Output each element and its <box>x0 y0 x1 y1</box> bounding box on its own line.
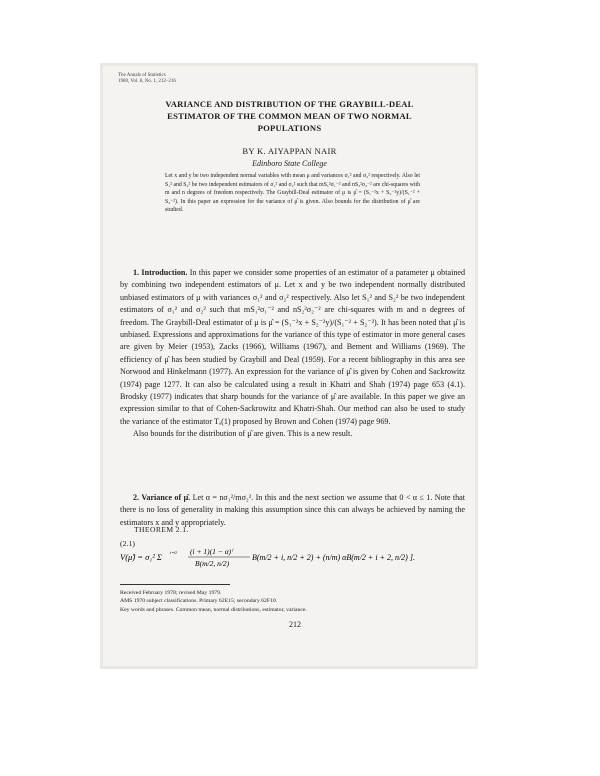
formula-lhs: V(μ̂) = σ₁² Σ <box>120 552 162 562</box>
formula-numerator: (i + 1)(1 − α)ⁱ <box>190 547 233 556</box>
variance-paragraph <box>120 492 465 529</box>
paper-title <box>112 98 467 134</box>
formula-sum-limits: i=0 <box>170 550 177 555</box>
page-number: 212 <box>289 620 301 629</box>
section-2-heading: 2. Variance of μ̂. <box>133 493 191 502</box>
footnote-ams: AMS 1970 subject classifications. Primary 62E15; secondary 62F10. <box>120 598 278 605</box>
section-introduction <box>120 267 465 441</box>
introduction-paragraph <box>120 267 465 428</box>
journal-header <box>118 73 176 85</box>
author-affiliation: Edinboro State College <box>252 159 327 168</box>
formula-bracket: B(m/2 + i, n/2 + 2) + (n/m) αB(m/2 + i + 2, n/2) ]. <box>252 553 415 562</box>
section-1-heading: 1. Introduction. <box>133 268 188 277</box>
formula-denominator: B(m/2, n/2) <box>195 559 230 568</box>
introduction-text: In this paper we consider some properties of an estimator of a parameter μ obtained by combining two independent estimators of μ. Let x and y be two independent normally distributed unbiased estimators of μ with variances σ₁² and σ₂² respectively. Also let S₁² and S₂² be two independent estimators of σ₁² and σ₂² such that mS₁²σ₁⁻² and nS₂²σ₂⁻² are chi-squares with m and n degrees of freedom. The Graybill-Deal estimator of μ is μ̂ = (S₁⁻²x + S₂⁻²y)/(S₁⁻² + S₂⁻²). It has been noted that μ̂ is unbiased. Expressions and approximations for the variance of this type of estimator in more general cases are given by Meier (1953), Zacks (1966), Williams (1967), and Bement and Williams (1969). The efficiency of μ̂ has been studied by Graybill and Deal (1959). For a recent bibliography in this area see Norwood and Hinkelmann (1977). An expression for the variance of μ̂ is given by Cohen and Sackrowitz (1974) page 1277. It can also be calculated using a result in Khatri and Shah (1974) page 653 (4.1). Brodsky (1977) indicates that sharp bounds for the variance of μ̂ are available. In this paper we give an expression similar to that of Cohen-Sackrowitz and Khatri-Shah. Our method can also be used to study the variance of the estimator Tₐ(1) proposed by Brown and Cohen (1974) page 969. <box>120 268 466 426</box>
variance-text: Let α = nσ₁²/mσ₂². In this and the next section we assume that 0 < α ≤ 1. Note that there is no loss of generality in making this assumption since this can always be achieved by naming the estimators x and y appropriately. <box>120 493 465 527</box>
equation-number: (2.1) <box>120 539 135 548</box>
footnote-keywords: Key words and phrases. Common mean, normal distributions, estimator, variance. <box>120 606 307 613</box>
theorem-label: THEOREM 2.1. <box>134 525 189 534</box>
title-line-1: VARIANCE AND DISTRIBUTION OF THE GRAYBILL-DEAL <box>165 99 414 109</box>
title-line-2: ESTIMATOR OF THE COMMON MEAN OF TWO NORMAL <box>167 111 412 121</box>
abstract: Let x and y be two independent normal variables with mean μ and variances σ₁² and σ₂² respectively. Also let S₁² and S₂² be two independent estimators of σ₁² and σ₂² such that mS₁²σ₁⁻² and nS₂²σ₂⁻² are chi-squares with m and n degrees of freedom respectively. The Graybill-Deal estimator of μ is μ̂ = (S₁⁻²x + S₂⁻²y)/(S₁⁻² + S₂⁻²). In this paper an expression for the variance of μ̂ is given. Also bounds for the distribution of μ̂ are studied. <box>165 173 420 214</box>
variance-formula <box>118 544 470 570</box>
footnotes <box>120 589 465 614</box>
introduction-paragraph-2: Also bounds for the distribution of μ̂ are given. This is a new result. <box>133 429 353 439</box>
footnote-rule <box>120 584 230 585</box>
section-variance <box>120 492 465 529</box>
footnote-received: Received February 1978; revised May 1979. <box>120 590 222 596</box>
journal-name: The Annals of Statistics <box>118 73 166 78</box>
author-name: BY K. AIYAPPAN NAIR <box>242 146 337 156</box>
journal-volume: 1980, Vol. 8, No. 1, 212–216 <box>118 79 176 84</box>
title-line-3: POPULATIONS <box>257 123 322 133</box>
